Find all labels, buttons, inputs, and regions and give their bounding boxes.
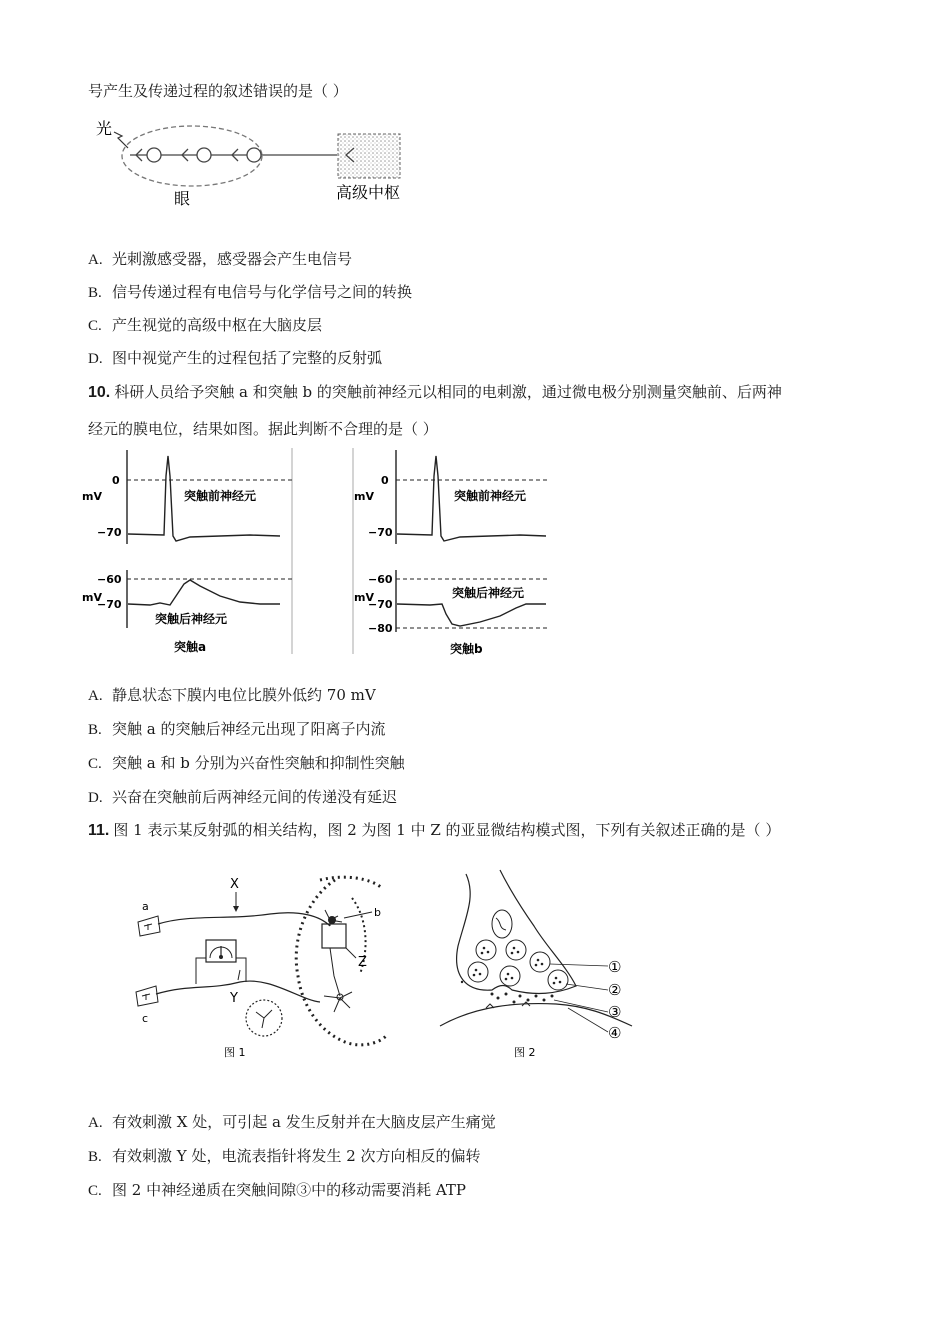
center-label: 高级中枢	[336, 183, 401, 202]
neuron-1	[147, 148, 161, 162]
q10-option-a: A. 静息状态下膜内电位比膜外低约 70 mV	[88, 686, 376, 704]
post-label-b: 突触后神经元	[452, 586, 525, 600]
tick-0-a: 0	[112, 474, 120, 487]
post-trace-a	[128, 580, 280, 605]
tick-m70-a: −70	[97, 526, 122, 539]
q10-membrane-potential-figure	[80, 446, 560, 662]
q10-stem-line1: 10. 科研人员给予突触 a 和突触 b 的突触前神经元以相同的电刺激，通过微电极分别测量突触前、后两神	[88, 383, 782, 401]
eye-ellipse	[122, 126, 262, 186]
figure-1-caption: 图 1	[224, 1046, 246, 1059]
panel-a	[82, 450, 292, 654]
q9-option-a: A. 光刺激感受器，感受器会产生电信号	[88, 250, 353, 268]
light-arrow-icon	[114, 132, 128, 148]
tick-m80-b: −80	[368, 622, 393, 635]
q9-stem: 号产生及传递过程的叙述错误的是（ ）	[88, 82, 348, 100]
q10-stem-line2: 经元的膜电位，结果如图。据此判断不合理的是（ ）	[88, 420, 438, 438]
q11-option-a: A. 有效刺激 X 处，可引起 a 发生反射并在大脑皮层产生痛觉	[88, 1113, 496, 1131]
sensory-nerve	[156, 981, 320, 1002]
pre-label-b: 突触前神经元	[454, 489, 527, 503]
q9-option-c: C. 产生视觉的高级中枢在大脑皮层	[88, 316, 323, 334]
neuron-2	[197, 148, 211, 162]
label-1: ①	[608, 958, 622, 976]
label-Y: Y	[230, 991, 238, 1006]
label-X: X	[230, 877, 239, 892]
tick-0-b: 0	[381, 474, 389, 487]
post-trace-b	[397, 604, 546, 626]
unit-b-top: mV	[354, 490, 374, 503]
panel-b-caption: 突触b	[450, 642, 483, 656]
tick-m70-b2: −70	[368, 598, 393, 611]
spinal-cord-outline	[296, 880, 386, 1045]
q11-stem: 11. 图 1 表示某反射弧的相关结构，图 2 为图 1 中 Z 的亚显微结构模式图，下列有关叙述正确的是（ ）	[88, 821, 781, 839]
post-label-a: 突触后神经元	[155, 612, 228, 626]
q10-option-b: B. 突触 a 的突触后神经元出现了阳离子内流	[88, 720, 386, 738]
label-a: a	[142, 900, 149, 913]
tick-m70-b: −70	[368, 526, 393, 539]
synapse-Z-box	[322, 924, 346, 948]
q9-option-d: D. 图中视觉产生的过程包括了完整的反射弧	[88, 349, 383, 367]
q11-figure-2	[436, 866, 636, 1066]
label-b: b	[374, 906, 381, 919]
unit-a-bottom: mV	[82, 591, 102, 604]
label-Z: Z	[358, 955, 367, 970]
q11-figure-1	[130, 866, 400, 1066]
q10-option-d: D. 兴奋在突触前后两神经元间的传递没有延迟	[88, 788, 398, 806]
panel-b	[354, 450, 550, 656]
figure-2-caption: 图 2	[514, 1046, 536, 1059]
q11-option-b: B. 有效刺激 Y 处，电流表指针将发生 2 次方向相反的偏转	[88, 1147, 481, 1165]
q11-option-c: C. 图 2 中神经递质在突触间隙③中的移动需要消耗 ATP	[88, 1181, 466, 1199]
tick-m60-b: −60	[368, 573, 393, 586]
label-3: ③	[608, 1003, 622, 1021]
neuron-3	[247, 148, 261, 162]
label-c: c	[142, 1012, 149, 1025]
q9-eye-figure	[92, 112, 422, 212]
unit-b-bottom: mV	[354, 591, 374, 604]
light-label: 光	[96, 119, 113, 138]
pre-label-a: 突触前神经元	[184, 489, 257, 503]
eye-label: 眼	[174, 189, 191, 208]
motor-nerve	[158, 913, 330, 926]
tick-m70-a2: −70	[97, 598, 122, 611]
unit-a-top: mV	[82, 490, 102, 503]
panel-a-caption: 突触a	[174, 640, 207, 654]
label-4: ④	[608, 1024, 622, 1042]
label-2: ②	[608, 981, 622, 999]
q9-option-b: B. 信号传递过程有电信号与化学信号之间的转换	[88, 283, 413, 301]
tick-m60-a: −60	[97, 573, 122, 586]
q10-option-c: C. 突触 a 和 b 分别为兴奋性突触和抑制性突触	[88, 754, 405, 772]
postsynaptic-membrane	[440, 1004, 632, 1026]
